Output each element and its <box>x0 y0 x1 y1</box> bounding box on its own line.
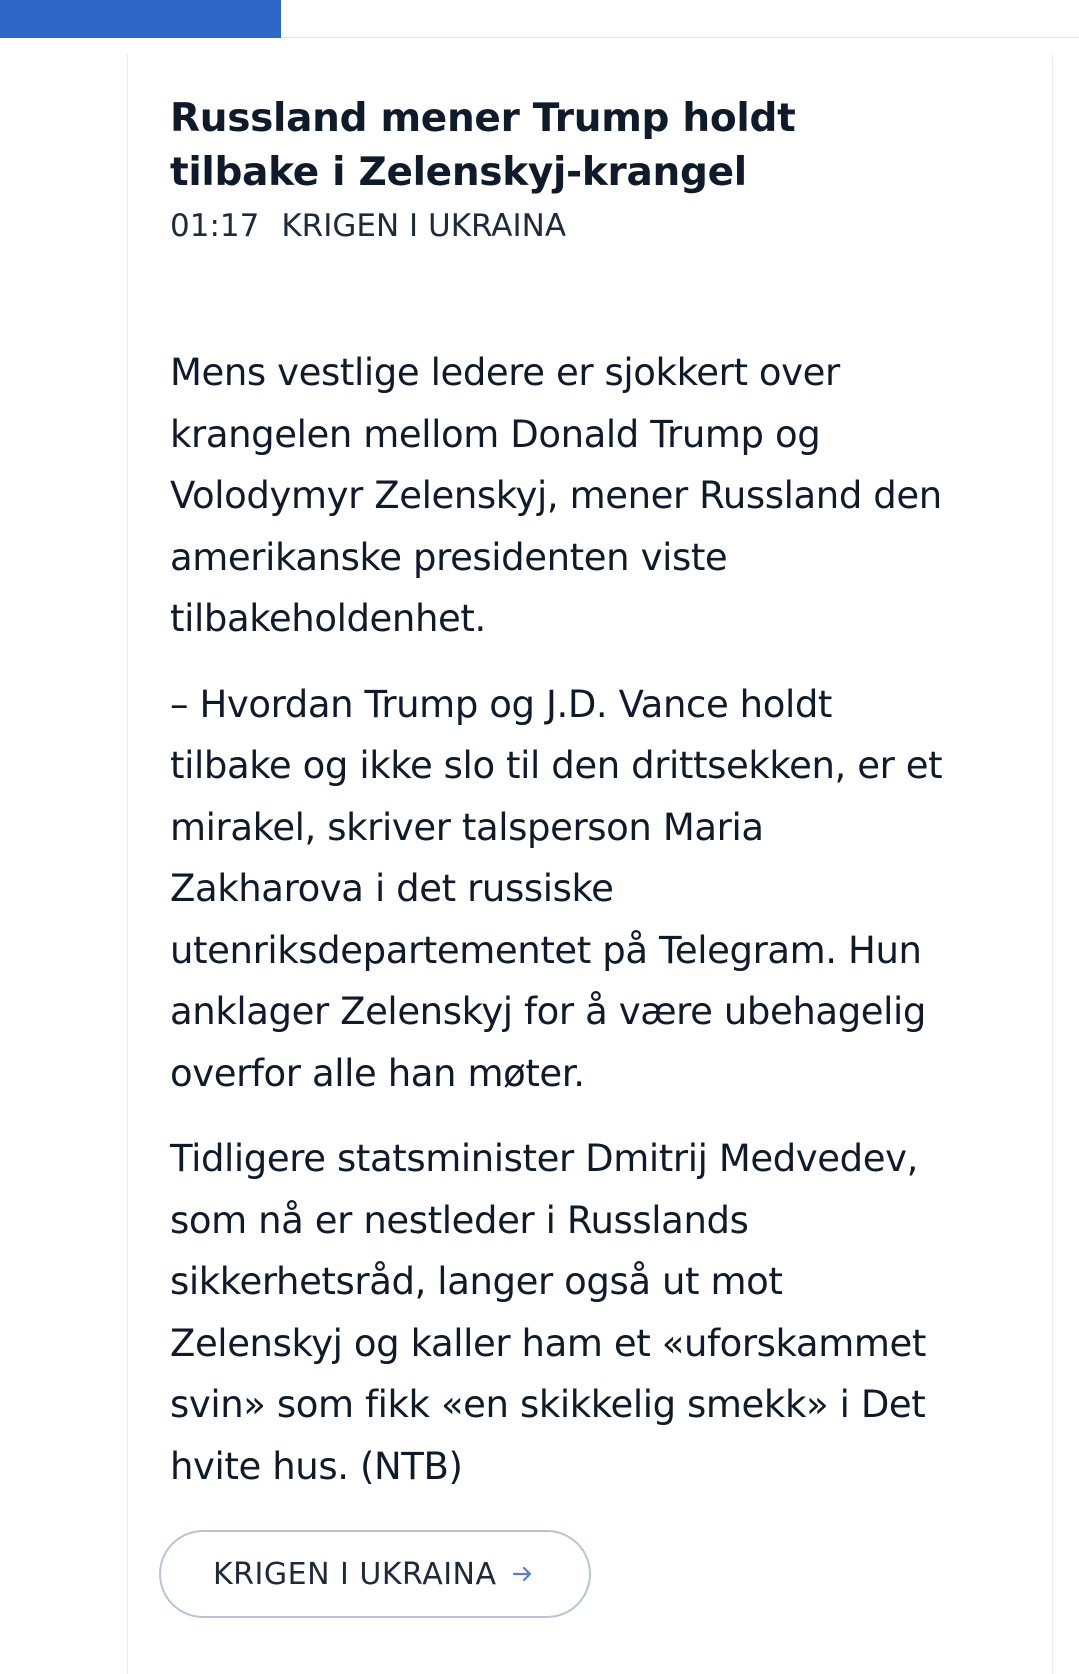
article-category: KRIGEN I UKRAINA <box>281 208 567 244</box>
topic-link-button[interactable] <box>159 1530 591 1618</box>
article-paragraph: Mens vestlige ledere er sjokkert over krangelen mellom Donald Trump og Volodymyr Zelenskyj, mener Russland den amerikanske presidenten viste tilbakeholdenhet. <box>170 351 942 640</box>
reading-progress-fill <box>0 0 281 38</box>
article-time: 01:17 <box>170 208 260 244</box>
reading-progress-bar <box>0 0 1079 38</box>
arrow-right-icon <box>511 1564 535 1584</box>
article-body <box>170 342 960 1521</box>
topic-link-label: KRIGEN I UKRAINA <box>213 1556 497 1592</box>
article-meta <box>170 206 566 246</box>
article-paragraph: – Hvordan Trump og J.D. Vance holdt tilbake og ikke slo til den drittsekken, er et mirakel, skriver talsperson Maria Zakharova i det russiske utenriksdepartementet på Telegram. Hun anklager Zelenskyj for å være ubehagelig overfor alle han møter. <box>170 682 943 1095</box>
article-headline: Russland mener Trump holdt tilbake i Zelenskyj-krangel <box>170 96 796 195</box>
article-paragraph: Tidligere statsminister Dmitrij Medvedev, som nå er nestleder i Russlands sikkerhetsråd, langer også ut mot Zelenskyj og kaller ham et «uforskammet svin» som fikk «en skikkelig smekk» i Det hvite hus. (NTB) <box>170 1137 926 1488</box>
